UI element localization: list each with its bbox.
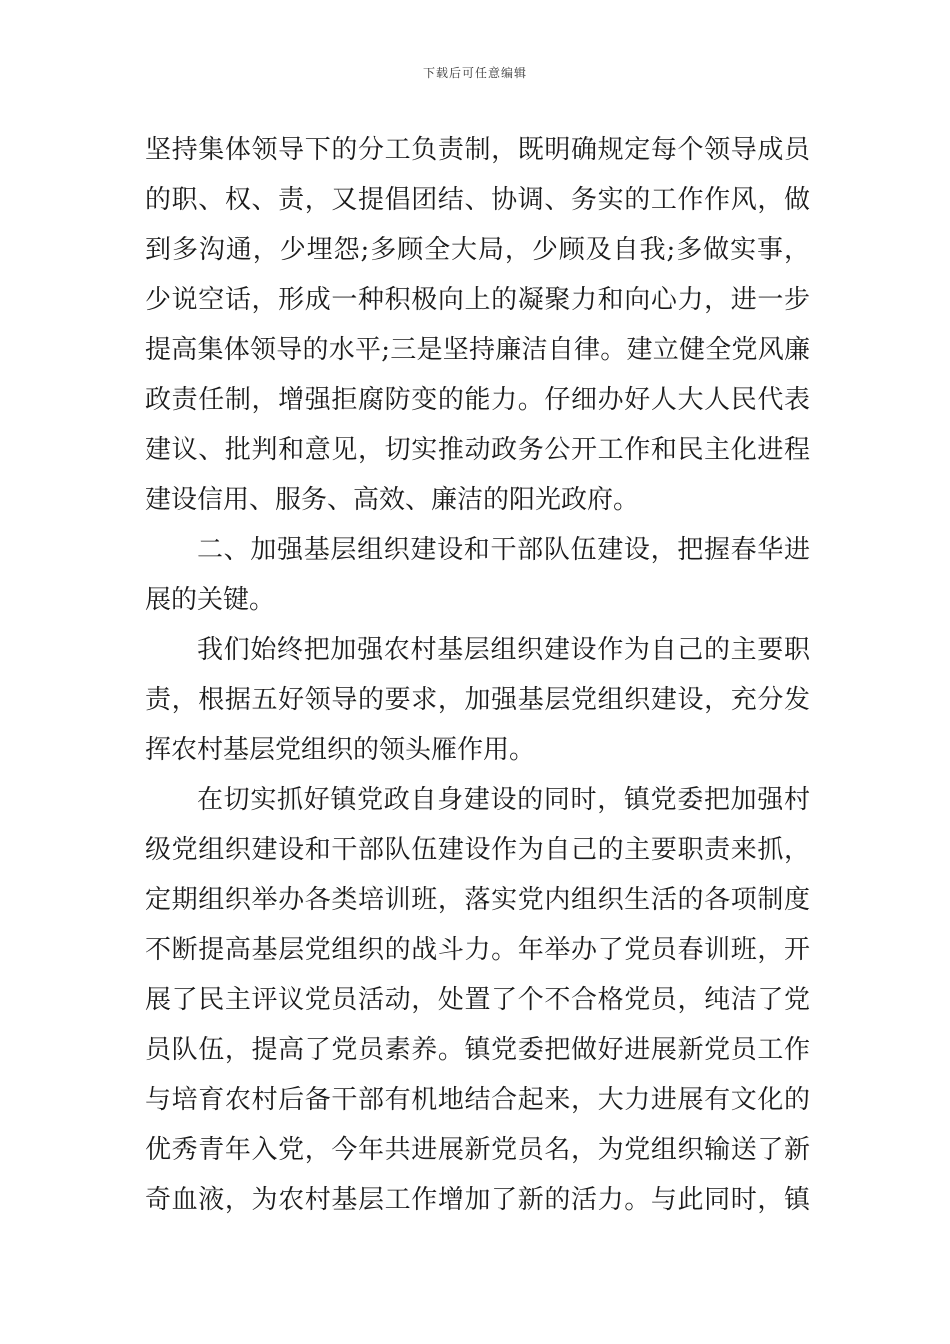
section-heading-line: 展的关键。 (145, 585, 276, 615)
text-line: 建议、批判和意见，切实推动政务公开工作和民主化进程 (145, 435, 810, 465)
text-line: 展了民主评议党员活动，处置了个不合格党员，纯洁了党 (145, 985, 810, 1015)
text-line: 挥农村基层党组织的领头雁作用。 (145, 735, 536, 765)
text-line: 提高集体领导的水平;三是坚持廉洁自律。建立健全党风廉 (145, 335, 810, 365)
text-line: 不断提高基层党组织的战斗力。年举办了党员春训班，开 (145, 935, 810, 965)
section-heading-line: 二、加强基层组织建设和干部队伍建设，把握春华进 (197, 535, 810, 565)
text-line: 建设信用、服务、高效、廉洁的阳光政府。 (145, 485, 640, 515)
text-line: 员队伍，提高了党员素养。镇党委把做好进展新党员工作 (145, 1035, 810, 1065)
text-line: 级党组织建设和干部队伍建设作为自己的主要职责来抓， (145, 835, 810, 865)
text-line: 坚持集体领导下的分工负责制，既明确规定每个领导成员 (145, 135, 810, 165)
text-line: 我们始终把加强农村基层组织建设作为自己的主要职 (197, 635, 810, 665)
text-line: 少说空话，形成一种积极向上的凝聚力和向心力，进一步 (145, 285, 810, 315)
text-line: 在切实抓好镇党政自身建设的同时，镇党委把加强村 (197, 785, 810, 815)
text-line: 政责任制，增强拒腐防变的能力。仔细办好人大人民代表 (145, 385, 810, 415)
text-line: 奇血液，为农村基层工作增加了新的活力。与此同时，镇 (145, 1185, 810, 1215)
text-line: 到多沟通，少埋怨;多顾全大局，少顾及自我;多做实事， (145, 235, 810, 265)
text-line: 定期组织举办各类培训班，落实党内组织生活的各项制度 (145, 885, 810, 915)
text-line: 与培育农村后备干部有机地结合起来，大力进展有文化的 (145, 1085, 810, 1115)
text-line: 优秀青年入党，今年共进展新党员名，为党组织输送了新 (145, 1135, 810, 1165)
text-line: 责，根据五好领导的要求，加强基层党组织建设，充分发 (145, 685, 810, 715)
text-line: 的职、权、责，又提倡团结、协调、务实的工作作风，做 (145, 185, 810, 215)
page-header: 下载后可任意编辑 (422, 66, 527, 80)
